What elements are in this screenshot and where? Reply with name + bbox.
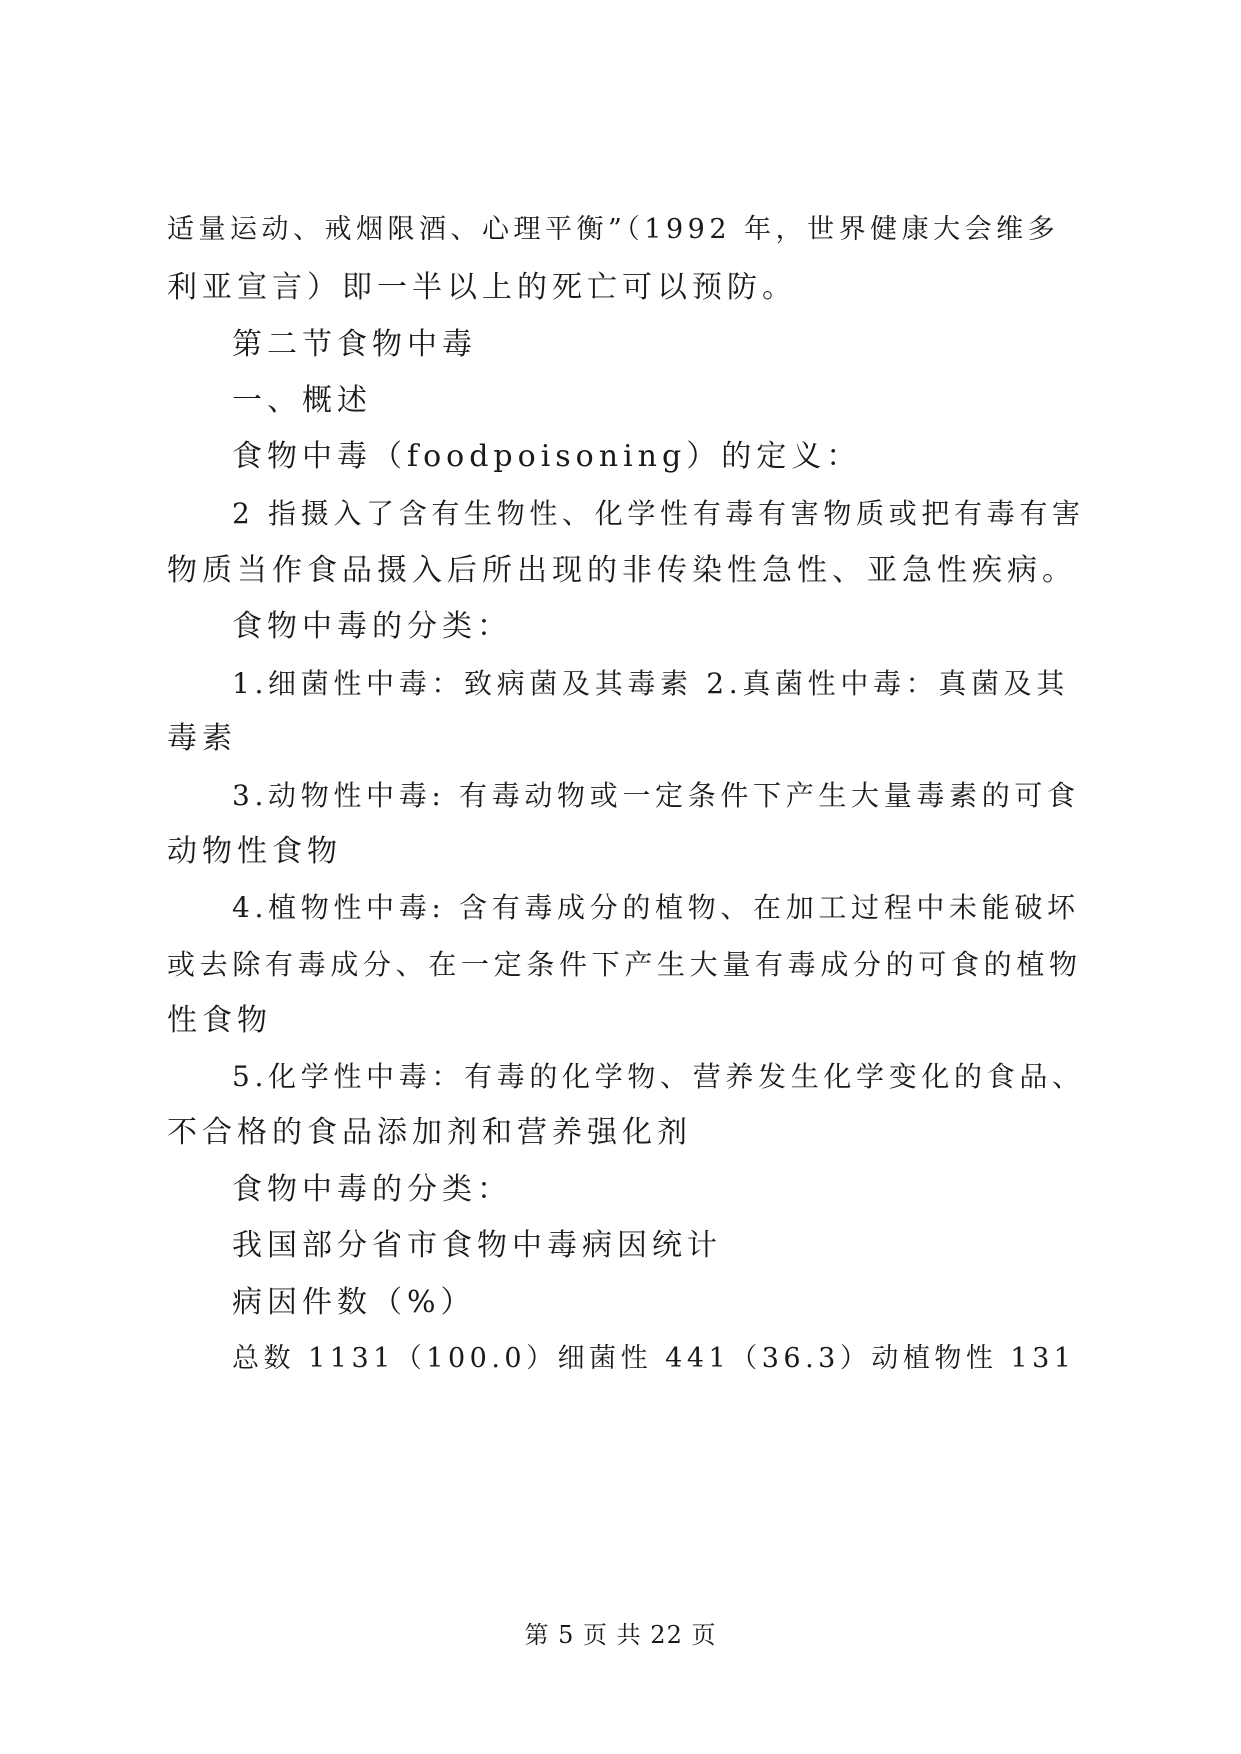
page-footer: 第 5 页 共 22 页 <box>524 1621 717 1649</box>
paragraph-line: 不合格的食品添加剂和营养强化剂 <box>167 1115 692 1150</box>
paragraph-line: 毒素 <box>167 721 237 756</box>
paragraph-line: 食物中毒（foodpoisoning）的定义： <box>232 439 862 474</box>
paragraph-line: 动物性食物 <box>167 834 342 869</box>
list-item: 4.植物性中毒: 含有毒成分的植物、在加工过程中未能破坏 <box>232 891 1080 924</box>
paragraph-line: 我国部分省市食物中毒病因统计 <box>232 1228 722 1263</box>
paragraph-line: 食物中毒的分类： <box>232 609 512 644</box>
paragraph-line: 适量运动、戒烟限酒、心理平衡”（1992 年，世界健康大会维多 <box>167 214 1060 245</box>
paragraph-line: 总数 1131（100.0）细菌性 441（36.3）动植物性 131 <box>232 1343 1076 1374</box>
paragraph-line: 利亚宣言）即一半以上的死亡可以预防。 <box>167 270 797 305</box>
paragraph-line: 2 指摄入了含有生物性、化学性有毒有害物质或把有毒有害 <box>232 497 1085 530</box>
list-item: 1.细菌性中毒：致病菌及其毒素 2.真菌性中毒：真菌及其 <box>232 667 1069 700</box>
section-heading: 第二节食物中毒 <box>232 327 477 362</box>
subsection-heading: 一、概述 <box>232 383 372 418</box>
paragraph-line: 性食物 <box>167 1003 272 1038</box>
paragraph-line: 病因件数（%） <box>232 1285 476 1320</box>
list-item: 3.动物性中毒: 有毒动物或一定条件下产生大量毒素的可食 <box>232 779 1080 812</box>
paragraph-line: 物质当作食品摄入后所出现的非传染性急性、亚急性疾病。 <box>167 553 1077 588</box>
paragraph-line: 食物中毒的分类： <box>232 1172 512 1207</box>
list-item: 5.化学性中毒：有毒的化学物、营养发生化学变化的食品、 <box>232 1060 1085 1093</box>
paragraph-line: 或去除有毒成分、在一定条件下产生大量有毒成分的可食的植物 <box>167 948 1082 981</box>
